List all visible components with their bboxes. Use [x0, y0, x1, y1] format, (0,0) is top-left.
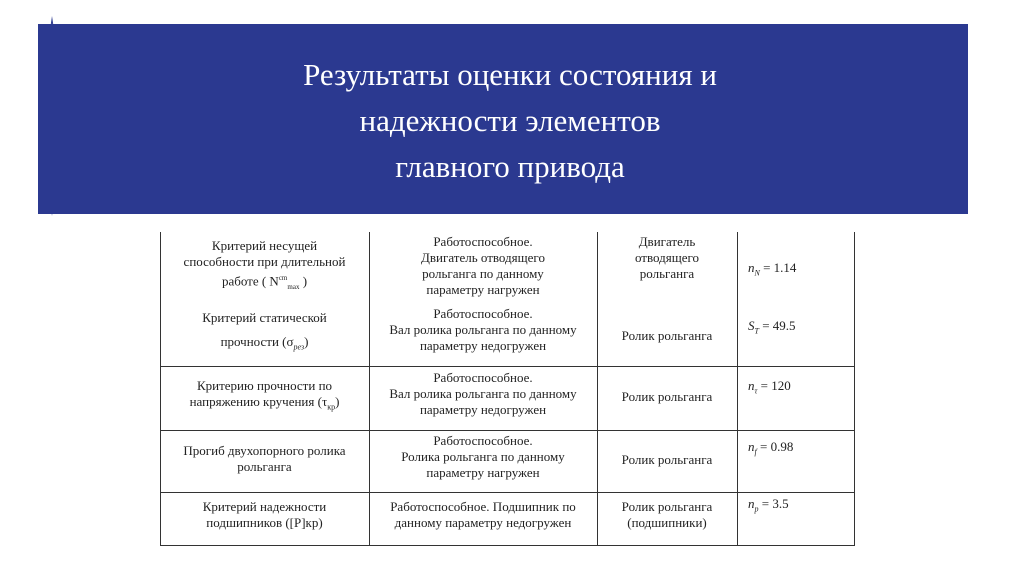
element-cell — [597, 389, 737, 405]
state-text: Работоспособное. — [433, 370, 533, 385]
state-text: параметру нагружен — [426, 282, 540, 297]
criterion-text: Критерий надежности — [202, 499, 327, 514]
state-text: Работоспособное. — [433, 234, 533, 249]
table-row — [160, 238, 369, 295]
state-text: Вал ролика рольганга по данному — [389, 322, 577, 337]
state-cell — [369, 234, 597, 298]
element-cell — [597, 452, 737, 468]
criterion-text: работе ( $N^{cm}_{max}$ ) — [221, 273, 308, 291]
element-text: Ролик рольганга — [621, 499, 713, 514]
table-row — [160, 378, 369, 416]
table-row — [160, 499, 369, 531]
value-cell: $n_N = 1.14$ — [748, 260, 797, 278]
criterion-text: Критерий несущей — [211, 238, 318, 253]
value-cell: $n_p = 3.5$ — [748, 496, 789, 514]
state-text: параметру недогружен — [419, 338, 547, 353]
element-text: отводящего — [634, 250, 700, 265]
element-cell — [597, 328, 737, 344]
value-cell: $n_f = 0.98$ — [748, 439, 794, 457]
element-text: рольганга — [639, 266, 695, 281]
criterion-text: Прогиб двухопорного ролика — [183, 443, 346, 458]
criterion-text: напряжению кручения $(\tau_{кр})$ — [189, 394, 340, 412]
state-cell — [369, 370, 597, 418]
title-line: главного привода — [395, 149, 625, 184]
element-cell — [597, 499, 737, 531]
criterion-text: рольганга — [237, 459, 292, 474]
criterion-text: способности при длительной — [183, 254, 346, 269]
table-row — [160, 310, 369, 356]
element-text: Ролик рольганга — [621, 389, 713, 404]
table-row — [160, 443, 369, 475]
value-cell: $n_\tau = 120$ — [748, 378, 791, 396]
state-cell — [369, 433, 597, 481]
title-line: Результаты оценки состояния и — [303, 57, 717, 92]
state-text: параметру недогружен — [419, 402, 547, 417]
state-text: Работоспособное. Подшипник по — [390, 499, 576, 514]
slide-title — [140, 52, 880, 190]
criterion-text: Критерий статической — [202, 310, 327, 325]
state-text: Ролика рольганга по данному — [401, 449, 565, 464]
state-cell — [369, 306, 597, 354]
element-text: (подшипники) — [627, 515, 707, 530]
state-text: Вал ролика рольганга по данному — [389, 386, 577, 401]
element-cell — [597, 234, 737, 282]
title-line: надежности элементов — [359, 103, 661, 138]
results-table — [160, 232, 855, 546]
state-text: рольганга по данному — [422, 266, 544, 281]
element-text: Двигатель — [638, 234, 696, 249]
value-cell: $S_T = 49.5$ — [748, 318, 796, 336]
state-text: данному параметру недогружен — [394, 515, 572, 530]
criterion-text: Критерию прочности по — [196, 378, 333, 393]
criterion-text: прочности $(\sigma_{рез})$ — [220, 334, 309, 352]
criterion-text: подшипников ([P]кр) — [206, 515, 323, 530]
state-text: Работоспособное. — [433, 433, 533, 448]
element-text: Ролик рольганга — [621, 452, 713, 467]
state-text: Работоспособное. — [433, 306, 533, 321]
state-text: параметру нагружен — [426, 465, 540, 480]
element-text: Ролик рольганга — [621, 328, 713, 343]
state-cell — [369, 499, 597, 531]
state-text: Двигатель отводящего — [421, 250, 545, 265]
